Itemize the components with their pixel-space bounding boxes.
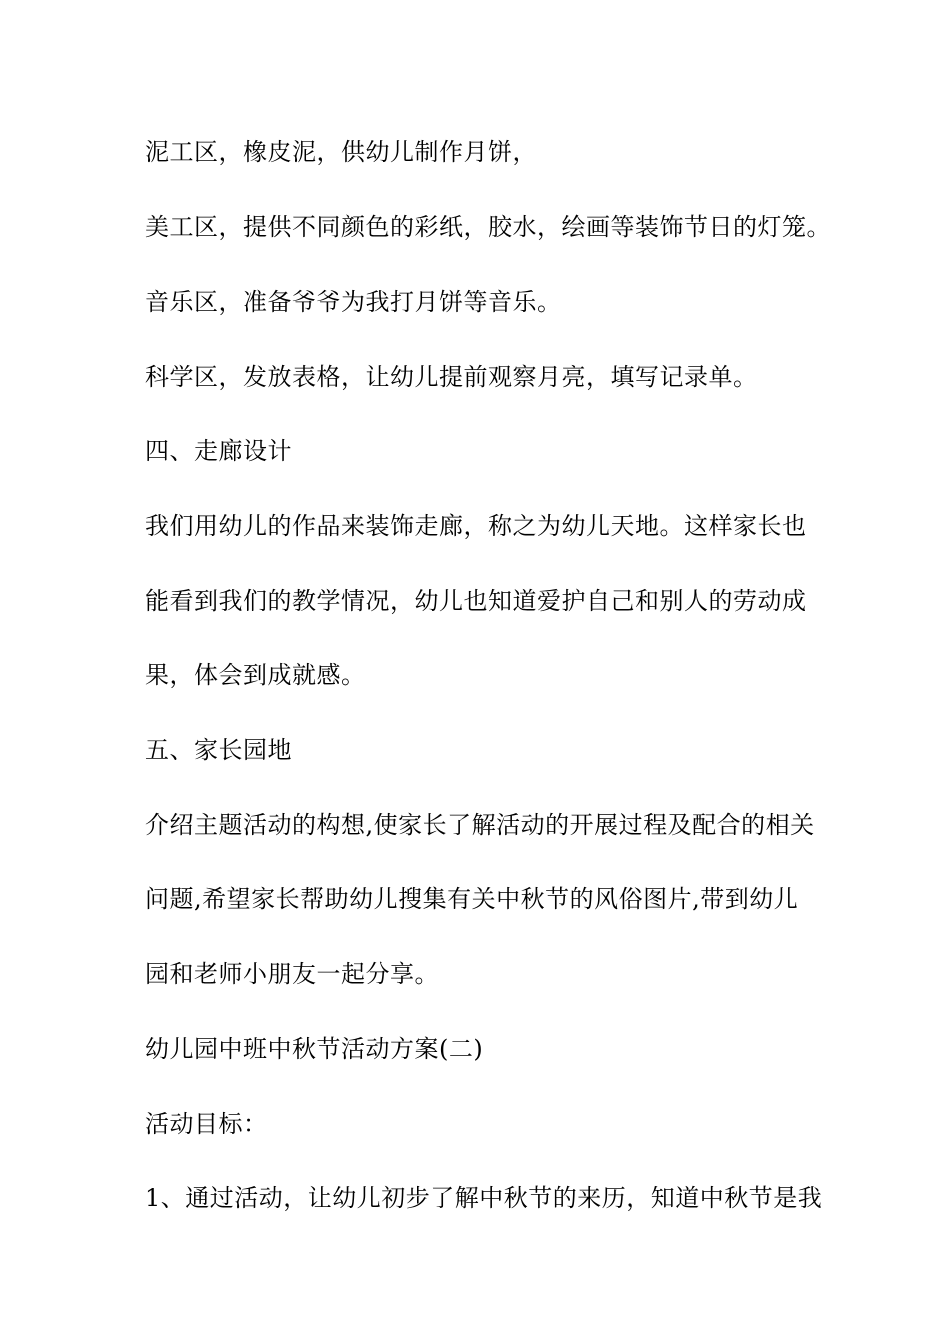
text-line: 美工区，提供不同颜色的彩纸，胶水，绘画等装饰节日的灯笼。 <box>145 213 831 241</box>
text-line: 我们用幼儿的作品来装饰走廊，称之为幼儿天地。这样家长也 <box>145 512 807 540</box>
section-heading: 活动目标： <box>145 1110 268 1138</box>
text-line: 科学区，发放表格，让幼儿提前观察月亮，填写记录单。 <box>145 363 758 391</box>
document-title: 幼儿园中班中秋节活动方案(二) <box>145 1035 484 1063</box>
text-line: 介绍主题活动的构想,使家长了解活动的开展过程及配合的相关 <box>145 811 815 839</box>
section-heading: 四、走廊设计 <box>145 437 292 465</box>
text-line: 泥工区，橡皮泥，供幼儿制作月饼， <box>145 138 537 166</box>
text-line: 园和老师小朋友一起分享。 <box>145 960 439 988</box>
text-line: 问题,希望家长帮助幼儿搜集有关中秋节的风俗图片,带到幼儿 <box>145 885 799 913</box>
section-heading: 五、家长园地 <box>145 736 292 764</box>
text-line: 能看到我们的教学情况，幼儿也知道爱护自己和别人的劳动成 <box>145 587 807 615</box>
text-line: 果，体会到成就感。 <box>145 661 366 689</box>
text-line: 1、通过活动，让幼儿初步了解中秋节的来历，知道中秋节是我 <box>145 1184 823 1212</box>
text-line: 音乐区，准备爷爷为我打月饼等音乐。 <box>145 288 562 316</box>
